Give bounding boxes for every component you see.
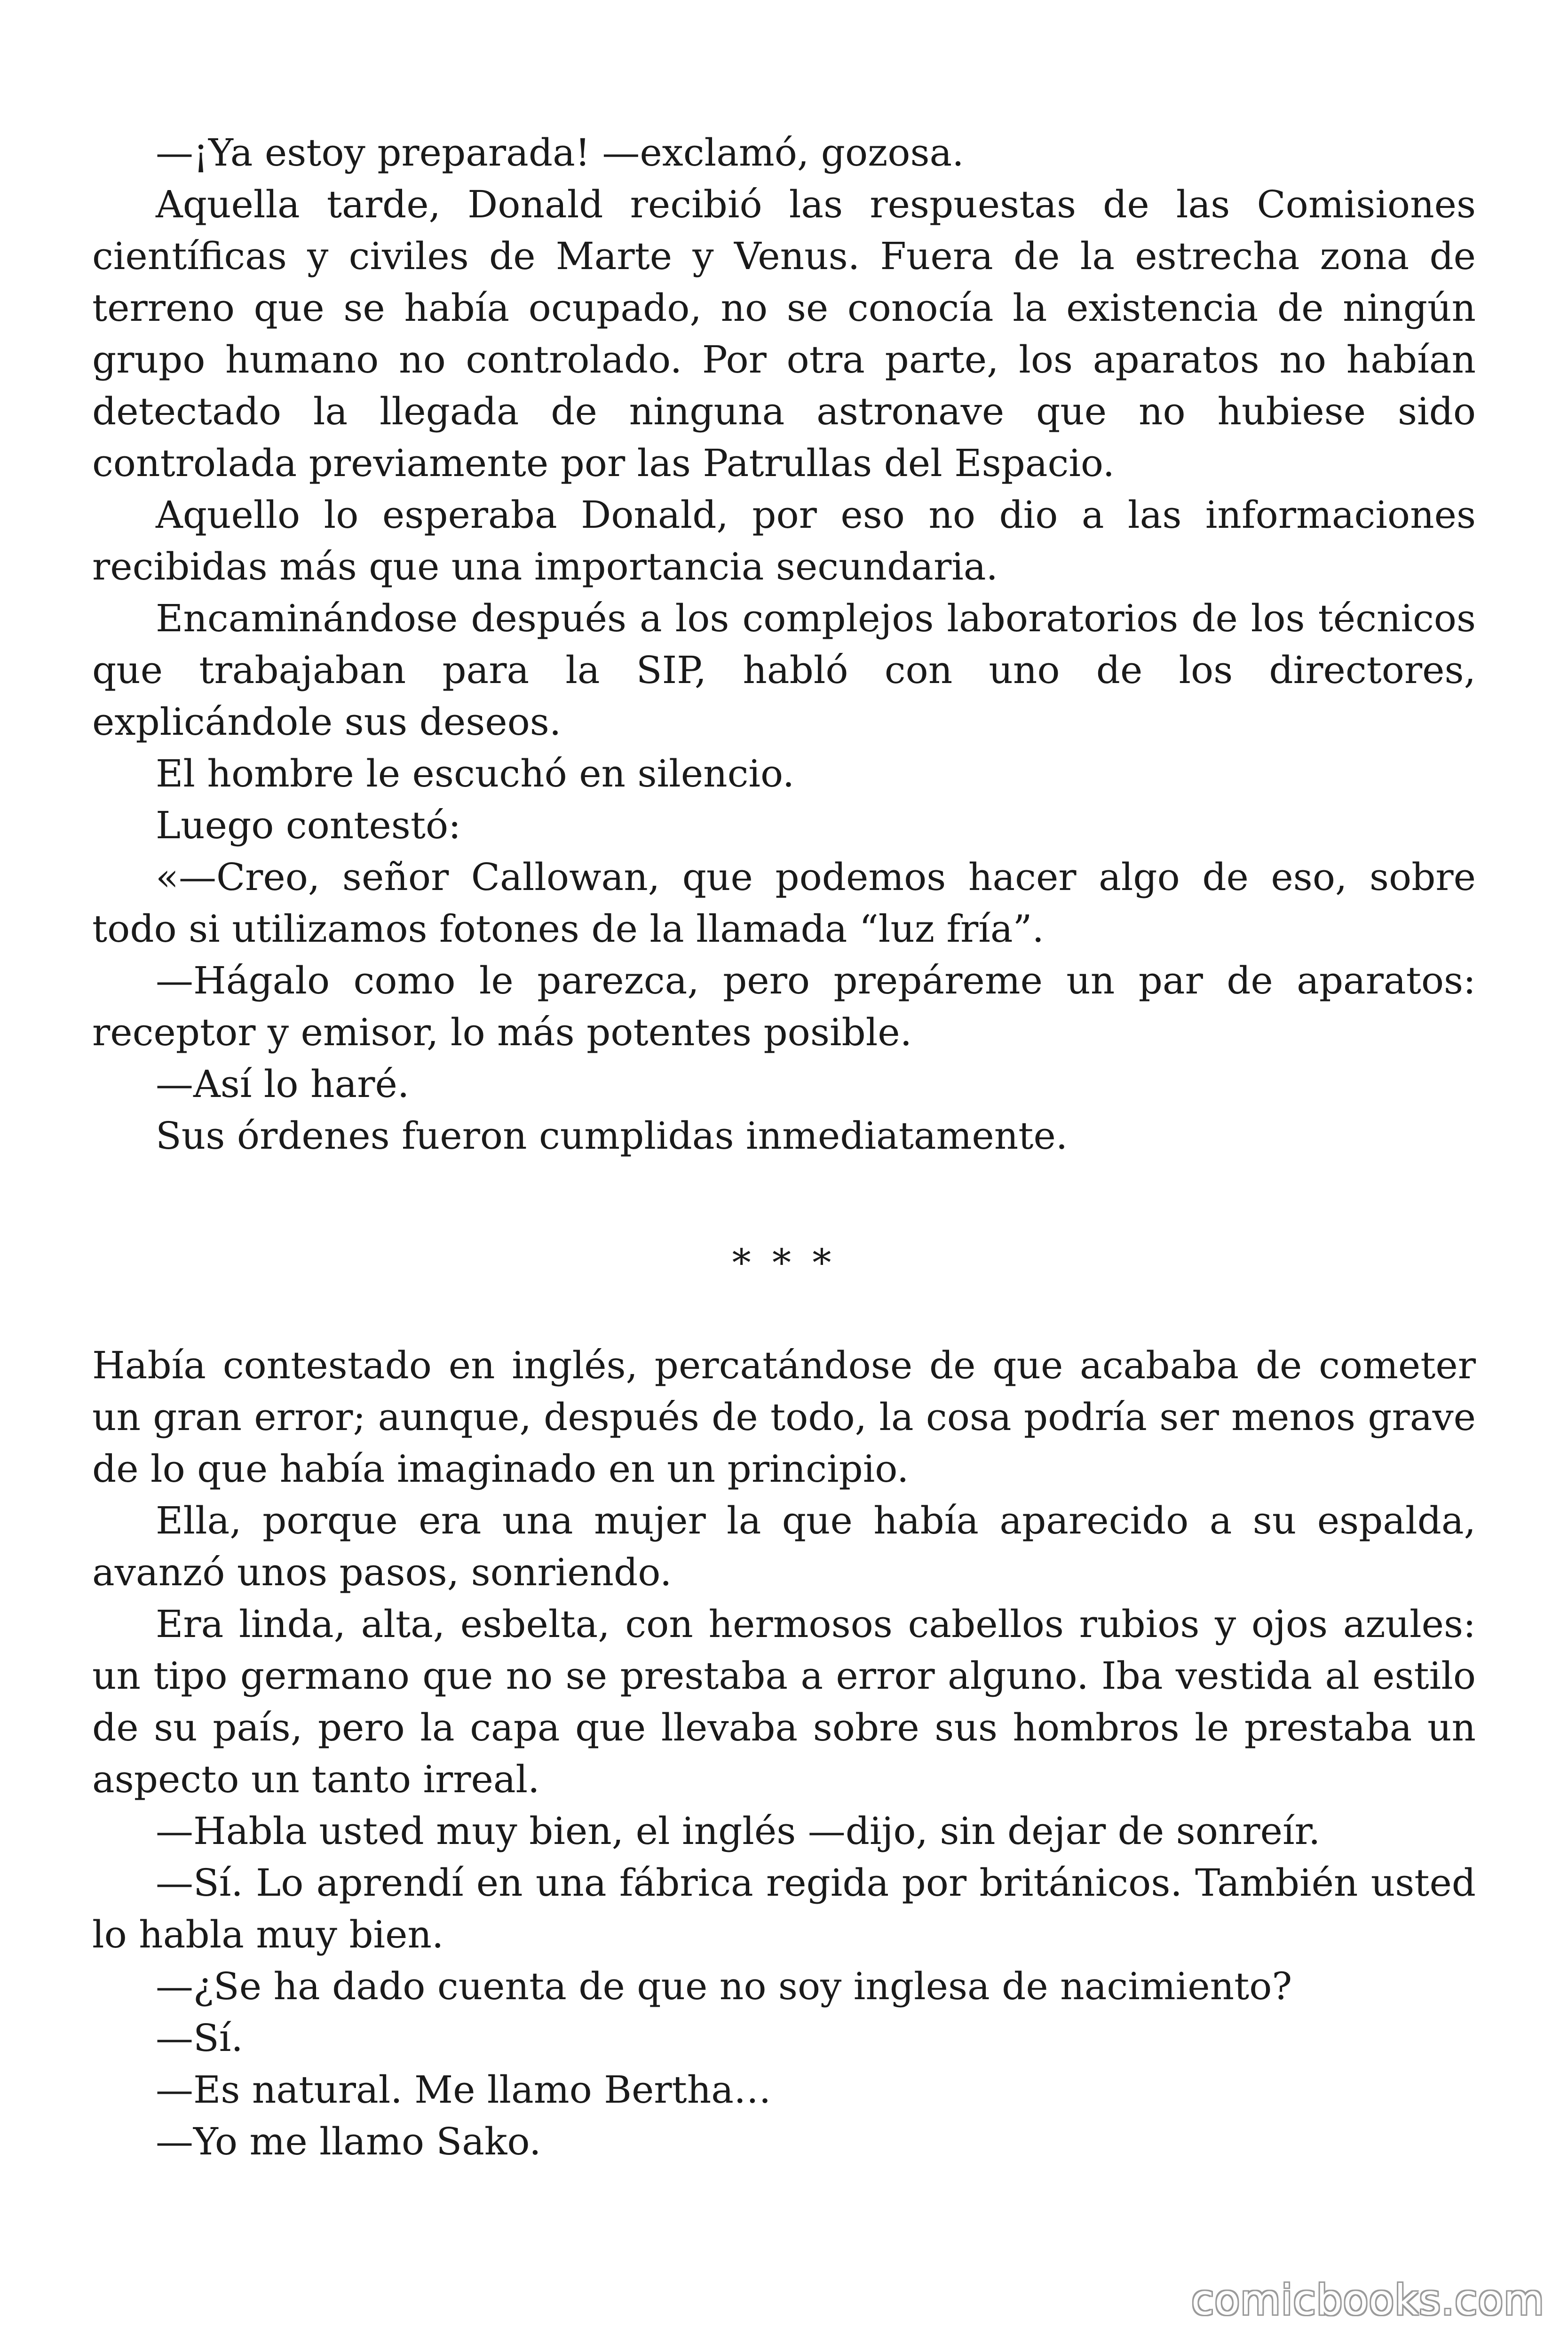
paragraph: —Así lo haré. xyxy=(156,1062,410,1106)
paragraph: Ella, porque era una mujer la que había aparecido a su espalda, avanzó unos pasos, sonriendo. xyxy=(92,1499,1476,1594)
paragraph: —¿Se ha dado cuenta de que no soy inglesa de nacimiento? xyxy=(156,1964,1292,2008)
text-section-2 xyxy=(92,1340,1476,2168)
text-section-1 xyxy=(92,127,1476,1162)
paragraph: —Sí. Lo aprendí en una fábrica regida por británicos. También usted lo habla muy bien. xyxy=(92,1861,1476,1956)
paragraph: Sus órdenes fueron cumplidas inmediatamente. xyxy=(156,1114,1068,1158)
paragraph: —Sí. xyxy=(156,2016,243,2060)
paragraph: —Es natural. Me llamo Bertha… xyxy=(156,2068,771,2112)
paragraph: Encaminándose después a los complejos laboratorios de los técnicos que trabajaban para la SIP, habló con uno de los directores, explicándole sus deseos. xyxy=(92,596,1476,744)
paragraph: —Yo me llamo Sako. xyxy=(156,2120,541,2163)
paragraph: Aquello lo esperaba Donald, por eso no dio a las informaciones recibidas más que una importancia secundaria. xyxy=(92,493,1476,588)
paragraph: —¡Ya estoy preparada! —exclamó, gozosa. xyxy=(156,131,964,175)
separator-asterisks: * * * xyxy=(732,1241,836,1285)
paragraph: Luego contestó: xyxy=(156,803,461,847)
paragraph: Era linda, alta, esbelta, con hermosos cabellos rubios y ojos azules: un tipo germano que no se prestaba a error alguno. Iba vestida al estilo de su país, pero la capa que llevaba sobre sus hombros le prestaba un aspecto un tanto irreal. xyxy=(92,1602,1476,1801)
section-separator xyxy=(0,1237,1568,1289)
watermark: comicbooks.com xyxy=(1191,2276,1544,2324)
paragraph: Había contestado en inglés, percatándose de que acababa de cometer un gran error; aunque, después de todo, la cosa podría ser menos grave de lo que había imaginado en un principio. xyxy=(92,1343,1476,1491)
paragraph: El hombre le escuchó en silencio. xyxy=(156,752,795,795)
paragraph: —Habla usted muy bien, el inglés —dijo, sin dejar de sonreír. xyxy=(156,1809,1321,1853)
paragraph: Aquella tarde, Donald recibió las respuestas de las Comisiones científicas y civiles de Marte y Venus. Fuera de la estrecha zona de terreno que se había ocupado, no se conocía la existencia de ningún grupo humano no controlado. Por otra parte, los aparatos no habían detectado la llegada de ninguna astronave que no hubiese sido controlada previamente por las Patrullas del Espacio. xyxy=(92,183,1476,485)
paragraph: —Hágalo como le parezca, pero prepáreme un par de aparatos: receptor y emisor, lo más potentes posible. xyxy=(92,959,1476,1054)
paragraph: «—Creo, señor Callowan, que podemos hacer algo de eso, sobre todo si utilizamos fotones de la llamada “luz fría”. xyxy=(92,855,1476,951)
